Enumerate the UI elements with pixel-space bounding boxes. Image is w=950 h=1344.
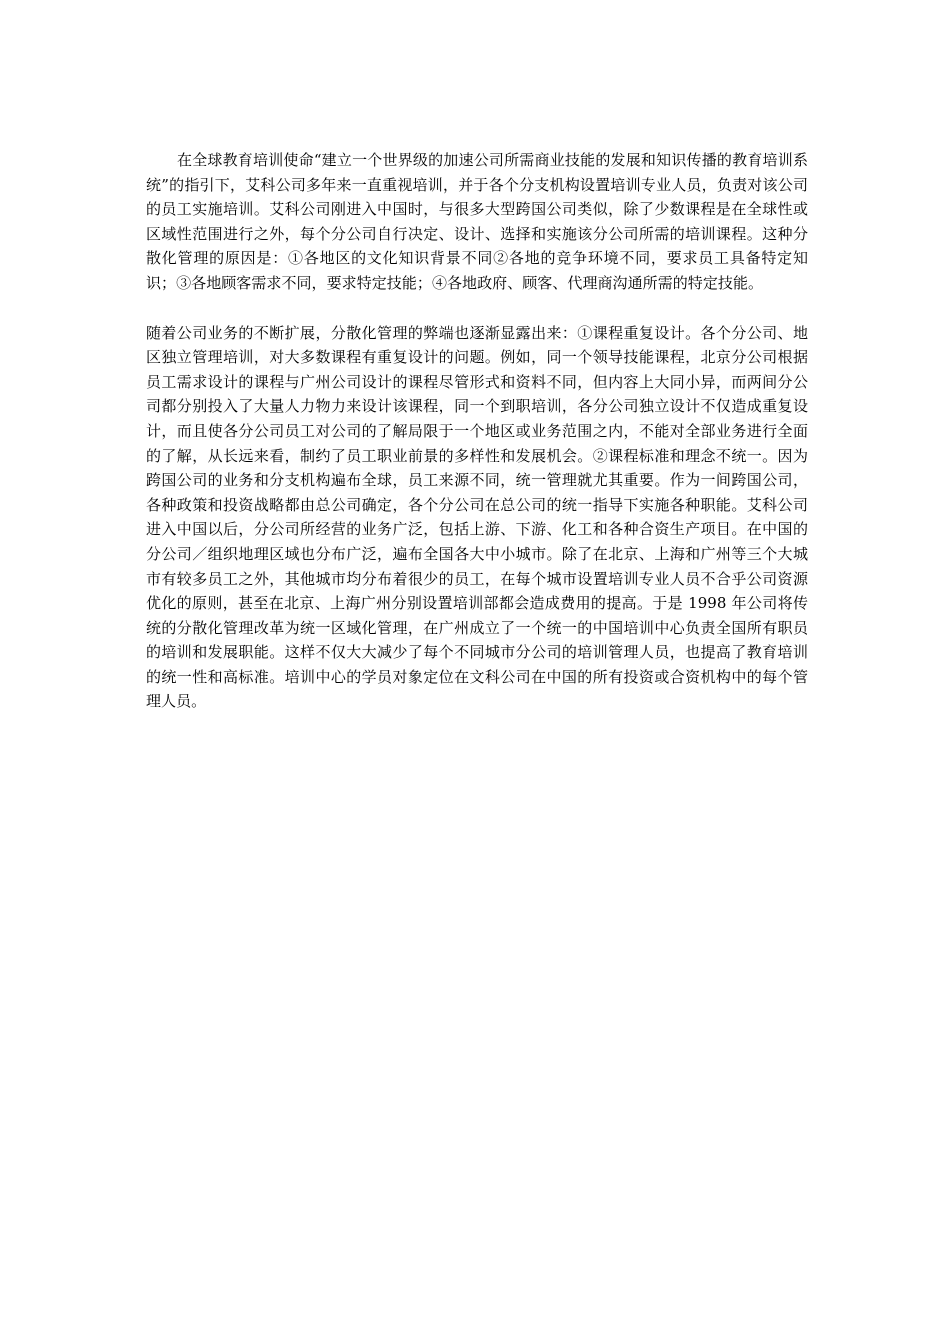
paragraph-training-mission: 在全球教育培训使命“建立一个世界级的加速公司所需商业技能的发展和知识传播的教育培训系统”的指引下，艾科公司多年来一直重视培训，并于各个分支机构设置培训专业人员，负责对该公司的员工实施培训。艾科公司刚进入中国时，与很多大型跨国公司类似，除了少数课程是在全球性或区域性范围进行之外，每个分公司自行决定、设计、选择和实施该分公司所需的培训课程。这种分散化管理的原因是：①各地区的文化知识背景不同②各地的竞争环境不同，要求员工具备特定知识；③各地顾客需求不同，要求特定技能；④各地政府、顾客、代理商沟通所需的特定技能。 — [146, 151, 808, 292]
document-body — [146, 148, 808, 714]
paragraph-spacer — [146, 296, 808, 321]
paragraph-decentralization-drawbacks: 随着公司业务的不断扩展，分散化管理的弊端也逐渐显露出来：①课程重复设计。各个分公司、地区独立管理培训，对大多数课程有重复设计的问题。例如，同一个领导技能课程，北京分公司根据员工需求设计的课程与广州公司设计的课程尽管形式和资料不同，但内容上大同小异，而两间分公司都分别投入了大量人力物力来设计该课程，同一个到职培训，各分公司独立设计不仅造成重复设计，而且使各分公司员工对公司的了解局限于一个地区或业务范围之内，不能对全部业务进行全面的了解，从长远来看，制约了员工职业前景的多样性和发展机会。②课程标准和理念不统一。因为跨国公司的业务和分支机构遍布全球，员工来源不同，统一管理就尤其重要。作为一间跨国公司，各种政策和投资战略都由总公司确定，各个分公司在总公司的统一指导下实施各种职能。艾科公司进入中国以后，分公司所经营的业务广泛，包括上游、下游、化工和各种合资生产项目。在中国的分公司／组织地理区域也分布广泛，遍布全国各大中小城市。除了在北京、上海和广州等三个大城市有较多员工之外，其他城市均分布着很少的员工，在每个城市设置培训专业人员不合乎公司资源优化的原则，甚至在北京、上海广州分别设置培训部都会造成费用的提高。于是 1998 年公司将传统的分散化管理改革为统一区域化管理，在广州成立了一个统一的中国培训中心负责全国所有职员的培训和发展职能。这样不仅大大减少了每个不同城市分公司的培训管理人员，也提高了教育培训的统一性和高标准。培训中心的学员对象定位在文科公司在中国的所有投资或合资机构中的每个管理人员。 — [146, 323, 808, 711]
